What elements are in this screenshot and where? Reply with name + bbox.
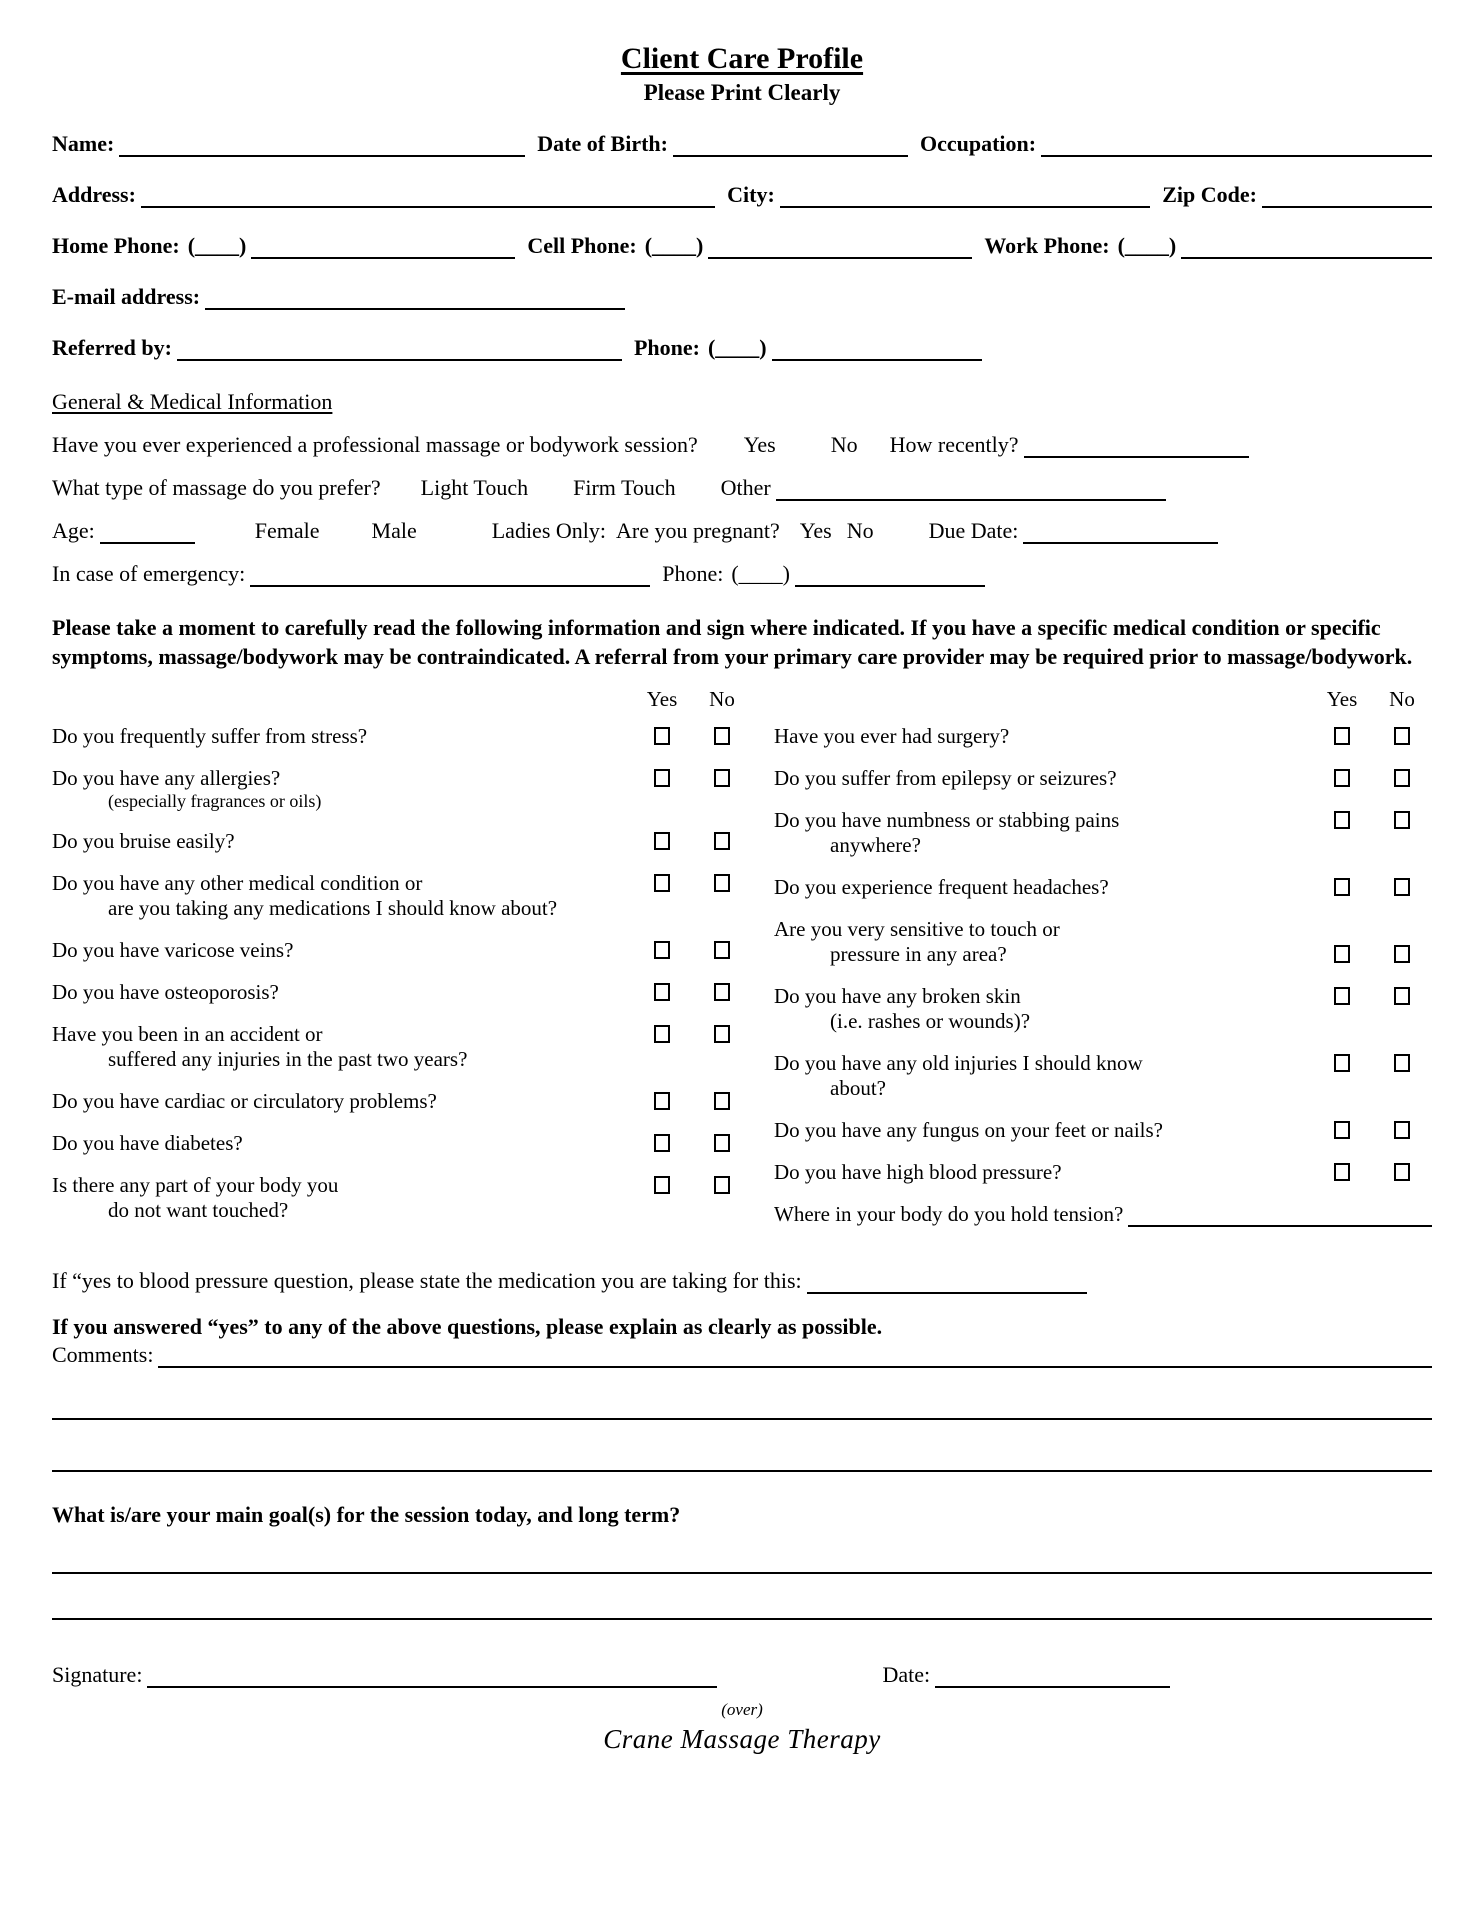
home-phone-label: Home Phone: bbox=[52, 233, 180, 258]
work-phone-label: Work Phone: bbox=[984, 233, 1110, 258]
email-input-line[interactable] bbox=[205, 285, 625, 310]
checkbox-cell bbox=[1372, 875, 1432, 896]
checkbox-cell bbox=[632, 1173, 692, 1194]
yes-checkbox[interactable] bbox=[1334, 1163, 1350, 1181]
question-tension bbox=[774, 1202, 1432, 1227]
goals-line-2[interactable] bbox=[52, 1574, 1432, 1620]
yes-checkbox[interactable] bbox=[654, 1092, 670, 1110]
checkbox-cell bbox=[632, 1022, 692, 1043]
occupation-label: Occupation: bbox=[919, 131, 1037, 156]
checkbox-cell bbox=[692, 980, 752, 1001]
checklist-left-column bbox=[52, 687, 752, 1244]
cell-phone-area-code[interactable]: (____) bbox=[644, 233, 704, 258]
left-no-header: No bbox=[709, 687, 735, 712]
email-row bbox=[52, 284, 1432, 310]
comments-row bbox=[52, 1342, 1432, 1368]
age-gender-row bbox=[52, 518, 1432, 544]
right-yes-no-header bbox=[774, 687, 1432, 712]
question-subtext: about? bbox=[830, 1076, 886, 1101]
name-row bbox=[52, 131, 1432, 157]
checkbox-cell bbox=[632, 766, 692, 787]
emergency-phone-label: Phone: bbox=[662, 561, 724, 586]
dob-label: Date of Birth: bbox=[537, 131, 668, 156]
question-accident bbox=[52, 1022, 752, 1072]
question-osteoporosis bbox=[52, 980, 752, 1005]
referred-by-input-line[interactable] bbox=[177, 336, 622, 361]
checkbox-cell bbox=[1312, 875, 1372, 896]
comments-label: Comments: bbox=[52, 1342, 154, 1368]
checkbox-cell bbox=[692, 938, 752, 959]
no-checkbox[interactable] bbox=[1394, 769, 1410, 787]
explain-instruction: If you answered “yes” to any of the above questions, please explain as clearly as possible. bbox=[52, 1314, 883, 1340]
question-subtext: (especially fragrances or oils) bbox=[108, 791, 322, 812]
yes-checkbox[interactable] bbox=[654, 1176, 670, 1194]
checkbox-cell bbox=[632, 980, 692, 1001]
question-subtext: (i.e. rashes or wounds)? bbox=[830, 1009, 1031, 1034]
checkbox-cell bbox=[1312, 766, 1372, 787]
emergency-row bbox=[52, 561, 1432, 587]
question-text: Do you have high blood pressure? bbox=[774, 1160, 1062, 1185]
referred-by-label: Referred by: bbox=[52, 335, 172, 360]
address-label: Address: bbox=[52, 182, 136, 207]
question-allergies bbox=[52, 766, 752, 812]
no-checkbox[interactable] bbox=[714, 769, 730, 787]
over-note: (over) bbox=[721, 1700, 763, 1720]
comments-input-line[interactable] bbox=[158, 1343, 1432, 1368]
yes-checkbox[interactable] bbox=[1334, 1054, 1350, 1072]
checkbox-cell bbox=[1312, 945, 1372, 967]
no-checkbox[interactable] bbox=[714, 874, 730, 892]
checkbox-cell bbox=[1312, 1160, 1372, 1181]
question-subtext: pressure in any area? bbox=[830, 942, 1007, 967]
checkbox-cell bbox=[1372, 724, 1432, 745]
home-phone-input-line[interactable] bbox=[251, 234, 515, 259]
bp-medication-label: If “yes to blood pressure question, please state the medication you are taking for this: bbox=[52, 1268, 802, 1294]
business-name: Crane Massage Therapy bbox=[603, 1724, 881, 1755]
yes-checkbox[interactable] bbox=[654, 832, 670, 850]
emergency-area-code[interactable]: (____) bbox=[731, 561, 791, 586]
right-yes-header: Yes bbox=[1326, 687, 1358, 712]
massage-type-row bbox=[52, 475, 1432, 501]
question-fungus bbox=[774, 1118, 1432, 1143]
yes-checkbox[interactable] bbox=[654, 1134, 670, 1152]
no-checkbox[interactable] bbox=[1394, 987, 1410, 1005]
work-phone-area-code[interactable]: (____) bbox=[1117, 233, 1177, 258]
zip-input-line[interactable] bbox=[1262, 183, 1432, 208]
question-text: Do you have diabetes? bbox=[52, 1131, 243, 1156]
question-text: Have you ever had surgery? bbox=[774, 724, 1010, 749]
no-checkbox[interactable] bbox=[714, 1176, 730, 1194]
no-checkbox[interactable] bbox=[1394, 727, 1410, 745]
question-other-condition bbox=[52, 871, 752, 921]
zip-label: Zip Code: bbox=[1162, 182, 1257, 207]
checkbox-cell bbox=[1372, 1160, 1432, 1181]
experience-row bbox=[52, 432, 1432, 458]
checkbox-cell bbox=[632, 938, 692, 959]
question-text: Do you have osteoporosis? bbox=[52, 980, 279, 1005]
question-text: Do you have any broken skin bbox=[774, 984, 1021, 1009]
checkbox-cell bbox=[1312, 724, 1372, 745]
question-text: Do you have numbness or stabbing pains bbox=[774, 808, 1120, 833]
massage-type-question: What type of massage do you prefer? bbox=[52, 475, 381, 500]
checkbox-cell bbox=[1372, 1118, 1432, 1139]
question-line1: Are you very sensitive to touch or bbox=[774, 917, 1060, 942]
no-checkbox[interactable] bbox=[714, 727, 730, 745]
question-subtext: do not want touched? bbox=[108, 1198, 289, 1223]
checkbox-cell bbox=[1372, 808, 1432, 829]
question-cardiac bbox=[52, 1089, 752, 1114]
city-input-line[interactable] bbox=[780, 183, 1150, 208]
experience-question: Have you ever experienced a professional massage or bodywork session? bbox=[52, 432, 698, 457]
question-text: Do you suffer from epilepsy or seizures? bbox=[774, 766, 1117, 791]
question-subtext: anywhere? bbox=[830, 833, 921, 858]
checkbox-cell bbox=[692, 871, 752, 892]
page-title: Client Care Profile bbox=[620, 42, 864, 75]
yes-checkbox[interactable] bbox=[1334, 769, 1350, 787]
checkbox-cell bbox=[1372, 1051, 1432, 1072]
goals-question: What is/are your main goal(s) for the session today, and long term? bbox=[52, 1502, 681, 1528]
ladies-only-label: Ladies Only: bbox=[491, 518, 606, 543]
no-checkbox[interactable] bbox=[1394, 811, 1410, 829]
checkbox-cell bbox=[1372, 945, 1432, 967]
other-option[interactable]: Other bbox=[720, 475, 771, 500]
yes-checkbox[interactable] bbox=[1334, 987, 1350, 1005]
cell-phone-label: Cell Phone: bbox=[527, 233, 637, 258]
no-checkbox[interactable] bbox=[714, 1092, 730, 1110]
yes-checkbox[interactable] bbox=[1334, 878, 1350, 896]
medical-checklist bbox=[52, 687, 1432, 1244]
no-checkbox[interactable] bbox=[1394, 878, 1410, 896]
checklist-right-column bbox=[774, 687, 1432, 1244]
yes-checkbox[interactable] bbox=[1334, 811, 1350, 829]
no-checkbox[interactable] bbox=[714, 941, 730, 959]
question-subtext: suffered any injuries in the past two years? bbox=[108, 1047, 468, 1072]
due-date-input-line[interactable] bbox=[1023, 519, 1218, 544]
question-text: Have you been in an accident or bbox=[52, 1022, 323, 1047]
question-numbness bbox=[774, 808, 1432, 858]
checkbox-cell bbox=[1312, 1051, 1372, 1072]
checkbox-cell bbox=[1312, 1118, 1372, 1139]
checkbox-cell bbox=[692, 724, 752, 745]
right-no-header: No bbox=[1389, 687, 1415, 712]
question-broken-skin bbox=[774, 984, 1432, 1034]
yes-checkbox[interactable] bbox=[654, 1025, 670, 1043]
no-checkbox[interactable] bbox=[1394, 945, 1410, 963]
experience-no-option[interactable]: No bbox=[830, 432, 858, 457]
checkbox-cell bbox=[692, 1089, 752, 1110]
age-label: Age: bbox=[52, 518, 95, 543]
emergency-label: In case of emergency: bbox=[52, 561, 246, 586]
phones-row bbox=[52, 233, 1432, 259]
home-phone-area-code[interactable]: (____) bbox=[187, 233, 247, 258]
checkbox-cell bbox=[632, 871, 692, 892]
question-diabetes bbox=[52, 1131, 752, 1156]
referred-phone-area-code[interactable]: (____) bbox=[707, 335, 767, 360]
no-checkbox[interactable] bbox=[714, 1134, 730, 1152]
address-input-line[interactable] bbox=[141, 183, 715, 208]
general-medical-heading: General & Medical Information bbox=[52, 389, 333, 414]
city-label: City: bbox=[727, 182, 775, 207]
no-checkbox[interactable] bbox=[714, 832, 730, 850]
question-text bbox=[774, 917, 1312, 967]
yes-checkbox[interactable] bbox=[654, 983, 670, 1001]
question-surgery bbox=[774, 724, 1432, 749]
yes-checkbox[interactable] bbox=[654, 769, 670, 787]
checkbox-cell bbox=[692, 1131, 752, 1152]
comments-line-3[interactable] bbox=[52, 1420, 1432, 1472]
referred-phone-label: Phone: bbox=[633, 335, 700, 360]
question-epilepsy bbox=[774, 766, 1432, 791]
medical-notice: Please take a moment to carefully read the following information and sign where indicated. If you have a specific medical condition or specific symptoms, massage/bodywork may be contraindicated. A referral from your primary care provider may be required prior to massage/bodywork. bbox=[52, 615, 1413, 670]
signature-label: Signature: bbox=[52, 1662, 143, 1688]
occupation-input-line[interactable] bbox=[1041, 132, 1432, 157]
name-input-line[interactable] bbox=[119, 132, 525, 157]
question-text: Do you have any fungus on your feet or nails? bbox=[774, 1118, 1163, 1143]
work-phone-input-line[interactable] bbox=[1181, 234, 1432, 259]
question-subtext: are you taking any medications I should know about? bbox=[108, 896, 558, 921]
no-checkbox[interactable] bbox=[714, 983, 730, 1001]
question-body-part bbox=[52, 1173, 752, 1223]
checkbox-cell bbox=[1372, 766, 1432, 787]
pregnant-question: Are you pregnant? bbox=[616, 518, 780, 543]
female-option[interactable]: Female bbox=[254, 518, 320, 543]
question-blood-pressure bbox=[774, 1160, 1432, 1185]
due-date-label: Due Date: bbox=[928, 518, 1019, 543]
question-varicose bbox=[52, 938, 752, 963]
question-text: Do you have any allergies? bbox=[52, 766, 281, 791]
other-input-line[interactable] bbox=[776, 476, 1166, 501]
question-old-injuries bbox=[774, 1051, 1432, 1101]
checkbox-cell bbox=[692, 1173, 752, 1194]
no-checkbox[interactable] bbox=[1394, 1054, 1410, 1072]
no-checkbox[interactable] bbox=[714, 1025, 730, 1043]
tension-input-line[interactable] bbox=[1128, 1202, 1432, 1227]
yes-checkbox[interactable] bbox=[654, 727, 670, 745]
checkbox-cell bbox=[1312, 984, 1372, 1005]
referred-row bbox=[52, 335, 1432, 361]
yes-checkbox[interactable] bbox=[1334, 945, 1350, 963]
no-checkbox[interactable] bbox=[1394, 1121, 1410, 1139]
how-recently-input-line[interactable] bbox=[1024, 433, 1249, 458]
no-checkbox[interactable] bbox=[1394, 1163, 1410, 1181]
checkbox-cell bbox=[1312, 808, 1372, 829]
email-label: E-mail address: bbox=[52, 284, 201, 309]
dob-input-line[interactable] bbox=[673, 132, 908, 157]
checkbox-cell bbox=[632, 1089, 692, 1110]
emergency-phone-input-line[interactable] bbox=[795, 562, 985, 587]
goals-line-1[interactable] bbox=[52, 1528, 1432, 1574]
question-stress bbox=[52, 724, 752, 749]
how-recently-label: How recently? bbox=[889, 432, 1019, 457]
checkbox-cell bbox=[1372, 984, 1432, 1005]
experience-yes-option[interactable]: Yes bbox=[743, 432, 776, 457]
question-text: Where in your body do you hold tension? bbox=[774, 1202, 1124, 1227]
checkbox-cell bbox=[632, 1131, 692, 1152]
question-text: Do you have cardiac or circulatory problems? bbox=[52, 1089, 437, 1114]
checkbox-cell bbox=[692, 766, 752, 787]
emergency-input-line[interactable] bbox=[250, 562, 650, 587]
yes-checkbox[interactable] bbox=[654, 874, 670, 892]
question-text: Do you have any other medical condition or bbox=[52, 871, 423, 896]
question-text: Do you bruise easily? bbox=[52, 829, 235, 854]
question-headaches bbox=[774, 875, 1432, 900]
question-text: Is there any part of your body you bbox=[52, 1173, 339, 1198]
date-input-line[interactable] bbox=[935, 1663, 1170, 1688]
left-yes-header: Yes bbox=[646, 687, 678, 712]
pregnant-no-option[interactable]: No bbox=[846, 518, 874, 543]
comments-line-2[interactable] bbox=[52, 1368, 1432, 1420]
yes-checkbox[interactable] bbox=[1334, 727, 1350, 745]
cell-phone-input-line[interactable] bbox=[708, 234, 972, 259]
question-bruise bbox=[52, 829, 752, 854]
yes-checkbox[interactable] bbox=[1334, 1121, 1350, 1139]
male-option[interactable]: Male bbox=[371, 518, 417, 543]
referred-phone-input-line[interactable] bbox=[772, 336, 982, 361]
pregnant-yes-option[interactable]: Yes bbox=[799, 518, 832, 543]
firm-touch-option[interactable]: Firm Touch bbox=[573, 475, 676, 500]
question-text: Do you frequently suffer from stress? bbox=[52, 724, 368, 749]
checkbox-cell bbox=[632, 724, 692, 745]
question-text: Do you have varicose veins? bbox=[52, 938, 294, 963]
question-text: Do you have any old injuries I should know bbox=[774, 1051, 1143, 1076]
light-touch-option[interactable]: Light Touch bbox=[420, 475, 529, 500]
name-label: Name: bbox=[52, 131, 115, 156]
checkbox-cell bbox=[632, 829, 692, 850]
checkbox-cell bbox=[692, 1022, 752, 1043]
date-label: Date: bbox=[882, 1662, 931, 1688]
question-sensitive bbox=[774, 917, 1432, 967]
address-row bbox=[52, 182, 1432, 208]
left-yes-no-header bbox=[52, 687, 752, 712]
signature-input-line[interactable] bbox=[147, 1663, 717, 1688]
question-text: Do you experience frequent headaches? bbox=[774, 875, 1109, 900]
bp-medication-input-line[interactable] bbox=[807, 1269, 1087, 1294]
yes-checkbox[interactable] bbox=[654, 941, 670, 959]
page-subtitle: Please Print Clearly bbox=[643, 80, 841, 105]
signature-row bbox=[52, 1662, 1432, 1688]
checkbox-cell bbox=[692, 829, 752, 850]
bp-medication-row bbox=[52, 1268, 1432, 1294]
age-input-line[interactable] bbox=[100, 519, 195, 544]
